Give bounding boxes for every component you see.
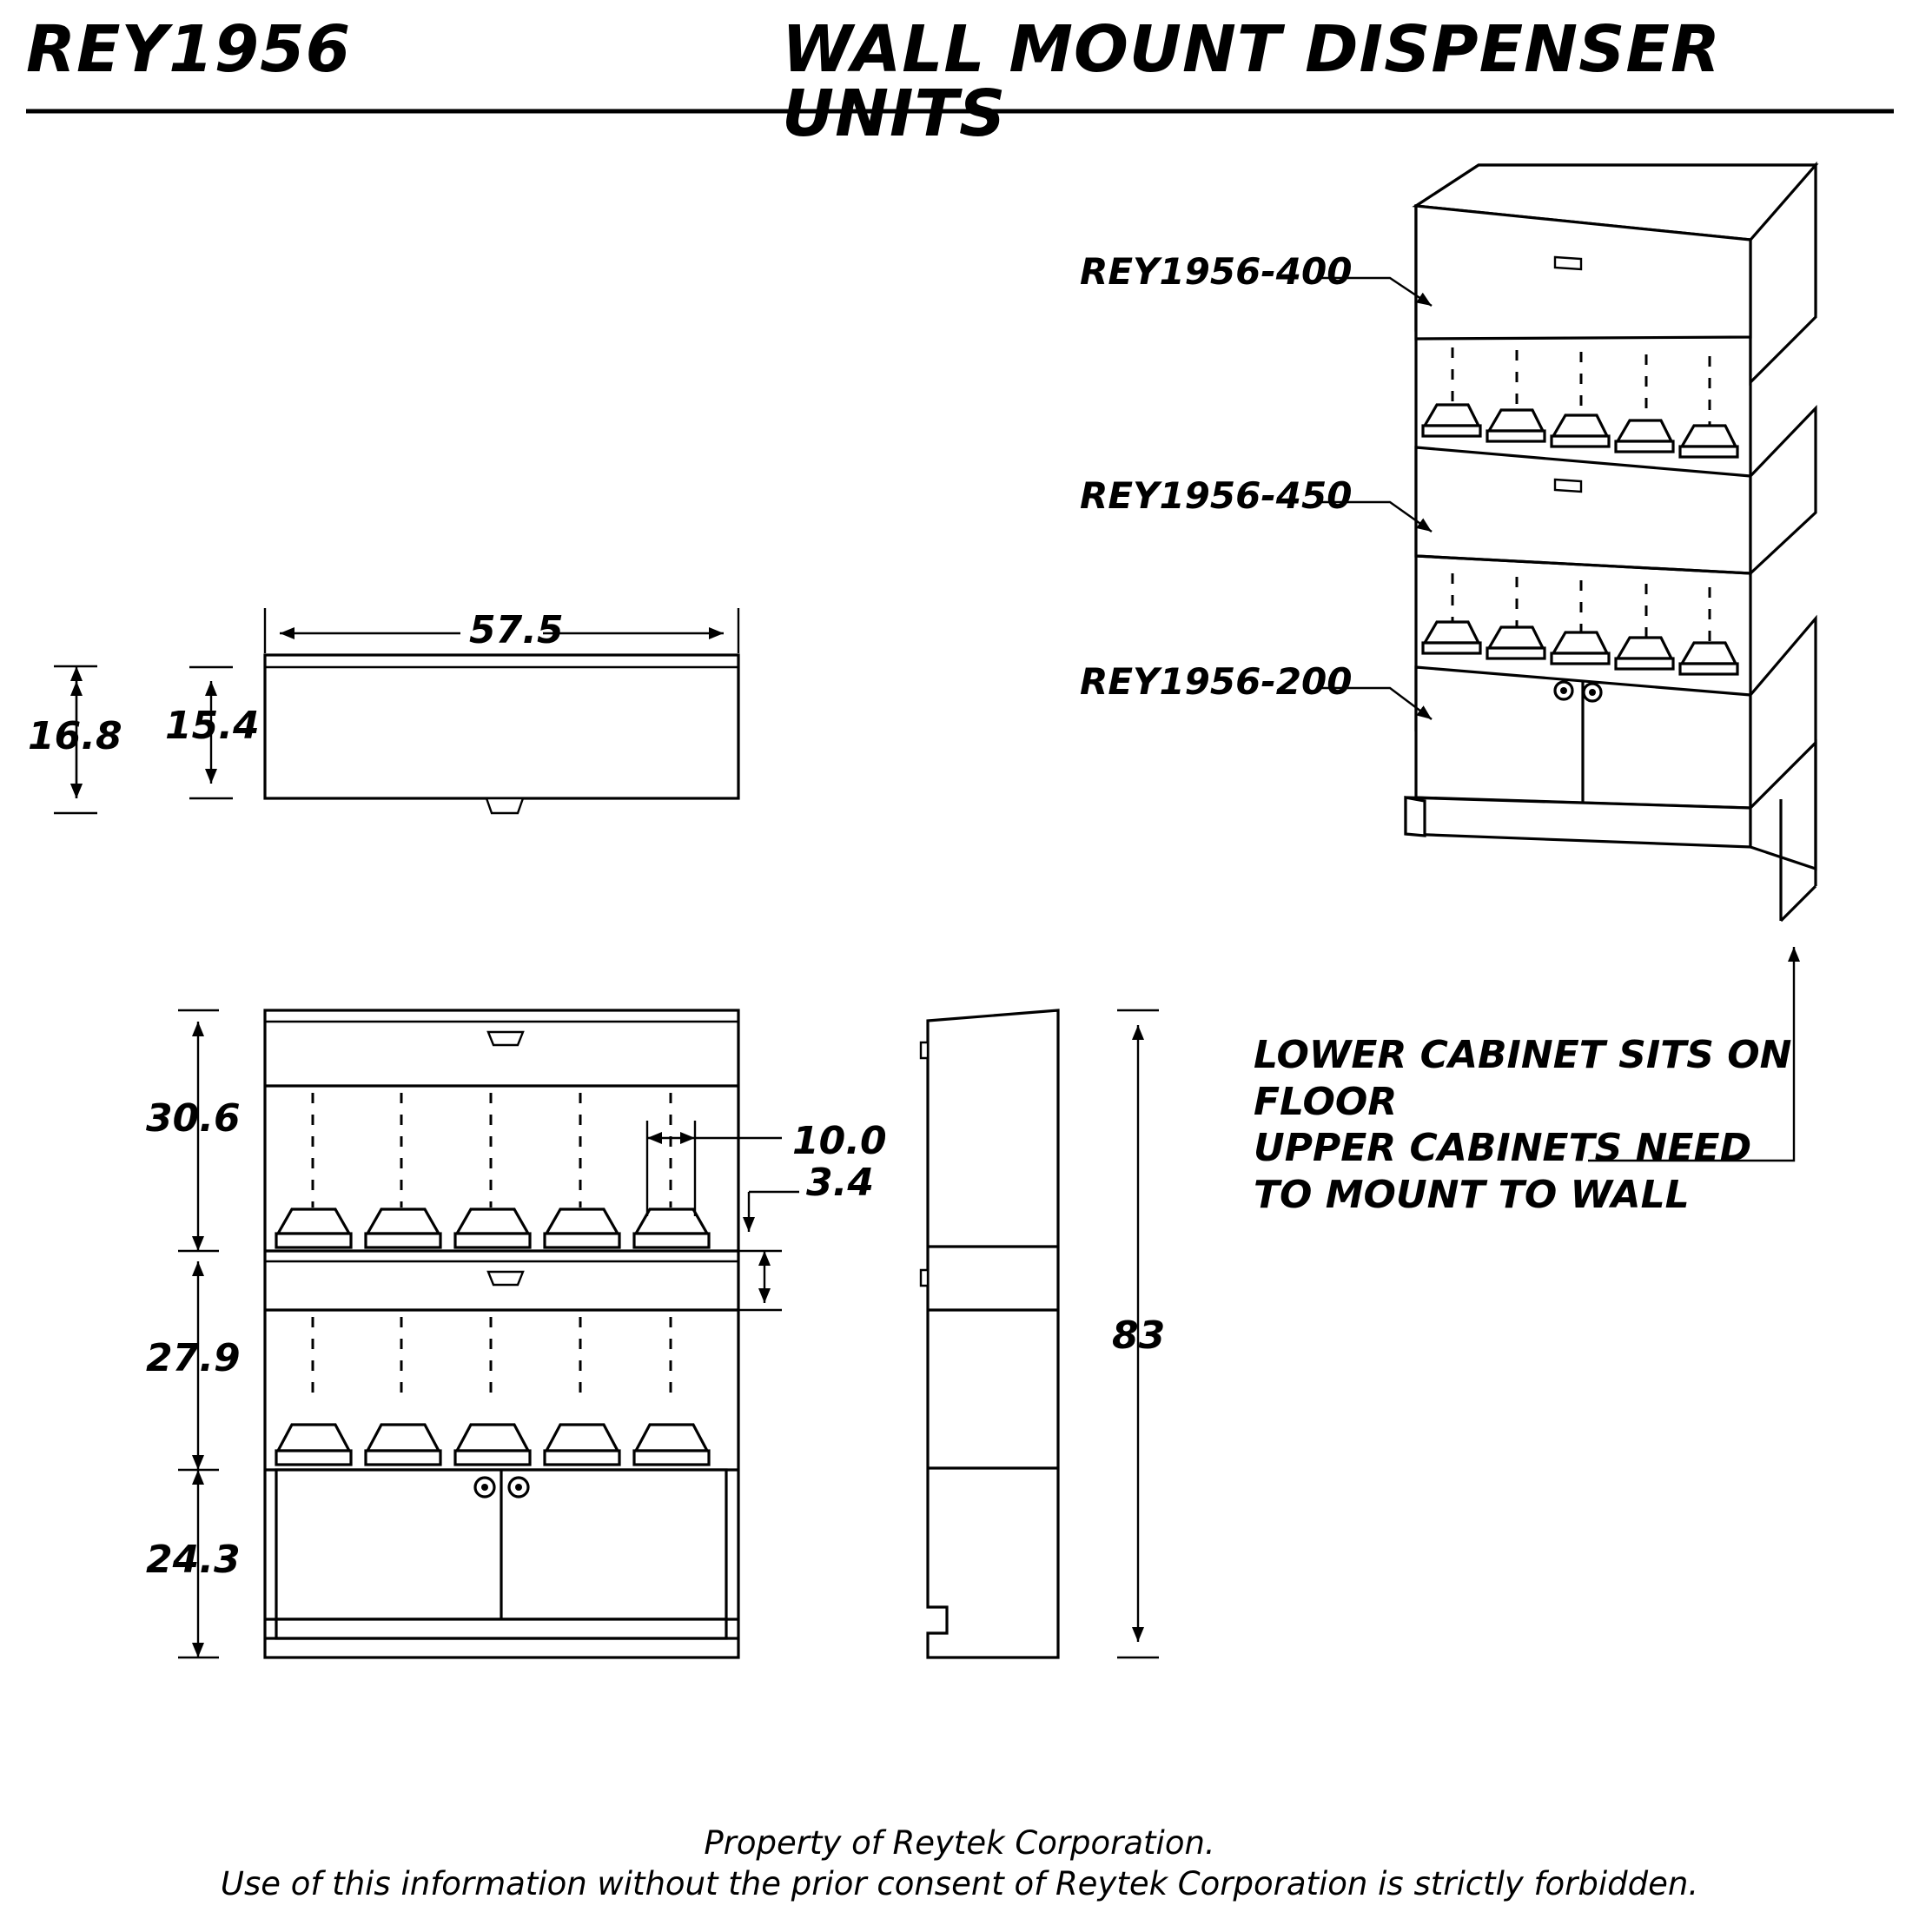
sheet-title: WALL MOUNT DISPENSER UNITS	[782, 12, 1721, 151]
front-view-geometry	[178, 1010, 799, 1657]
dim-middle-cabinet-height: 27.9	[146, 1336, 241, 1380]
assembly-note	[1254, 1032, 1919, 1219]
dim-top-width: 57.5	[469, 608, 564, 652]
dim-lower-cabinet-height: 24.3	[146, 1538, 241, 1582]
footer-line-2: Use of this information without the prior consent of Reytek Corporation is strictly forbidden.	[220, 1865, 1699, 1903]
dim-overall-height: 83	[1112, 1313, 1166, 1358]
callout-label-400: REY1956-400	[1080, 250, 1353, 293]
assembly-note-line-2: UPPER CABINETS NEED	[1254, 1126, 1752, 1171]
assembly-note-line-1: LOWER CABINET SITS ON FLOOR	[1254, 1033, 1792, 1124]
dim-top-depth-body: 15.4	[165, 704, 260, 748]
assembly-note-line-3: TO MOUNT TO WALL	[1254, 1173, 1690, 1218]
callout-label-200: REY1956-200	[1080, 660, 1353, 703]
top-view-geometry	[54, 608, 738, 813]
footer-line-1: Property of Reytek Corporation.	[704, 1824, 1215, 1862]
callout-label-450: REY1956-450	[1080, 474, 1353, 517]
dim-upper-cabinet-height: 30.6	[146, 1096, 241, 1141]
dim-top-depth-overall: 16.8	[28, 714, 122, 758]
dim-dispenser-pitch: 10.0	[792, 1119, 887, 1163]
pictorial-view-geometry	[1406, 165, 1816, 921]
footer-notice	[0, 1823, 1919, 1905]
dim-dispenser-offset: 3.4	[806, 1161, 874, 1205]
part-number-title: REY1956	[26, 12, 352, 87]
